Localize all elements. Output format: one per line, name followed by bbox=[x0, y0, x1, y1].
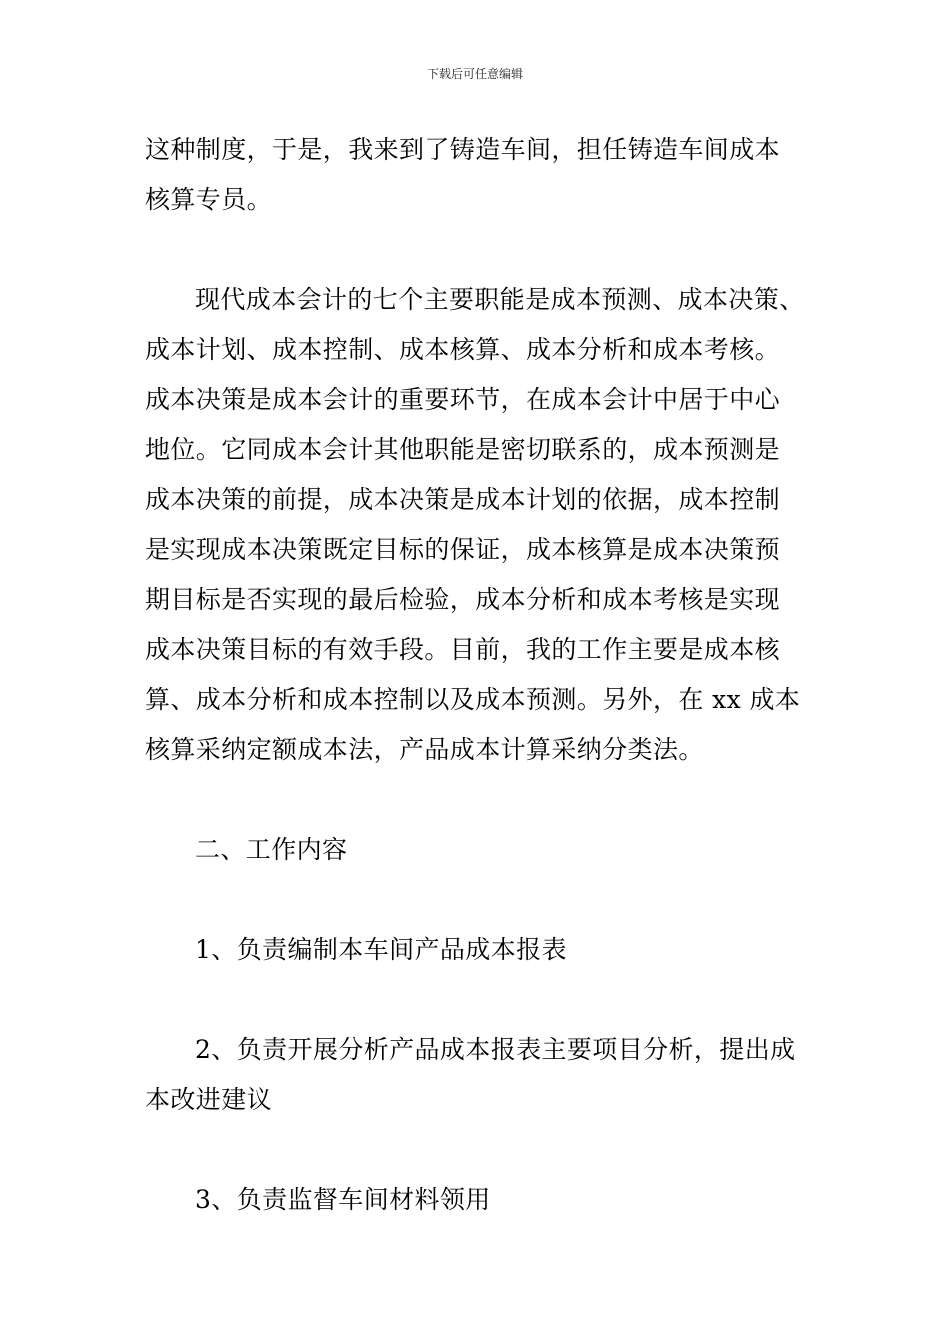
paragraph-gap bbox=[145, 775, 820, 825]
list-item-2: 2、负责开展分析产品成本报表主要项目分析，提出成 本改进建议 bbox=[145, 1035, 796, 1114]
paragraph-gap bbox=[145, 875, 820, 925]
list-item-1: 1、负责编制本车间产品成本报表 bbox=[195, 935, 567, 964]
paragraph-gap bbox=[145, 225, 820, 275]
document-body bbox=[145, 125, 820, 1225]
list-item-3: 3、负责监督车间材料领用 bbox=[195, 1185, 491, 1214]
section-heading-work-content: 二、工作内容 bbox=[195, 835, 348, 864]
paragraph-continuation: 这种制度，于是，我来到了铸造车间，担任铸造车间成本 核算专员。 bbox=[145, 135, 781, 214]
paragraph-gap bbox=[145, 1125, 820, 1175]
paragraph-gap bbox=[145, 975, 820, 1025]
page-header-note: 下载后可任意编辑 bbox=[426, 67, 523, 81]
paragraph-cost-accounting-functions: 现代成本会计的七个主要职能是成本预测、成本决策、 成本计划、成本控制、成本核算、成本分析和成本考核。 成本决策是成本会计的重要环节，在成本会计中居于中心 地位。它同成本会计其他职能是密切联系的，成本预测是 成本决策的前提，成本决策是成本计划的依据，成本控制 是实现成本决策既定目标的保证，成本核算是成本决策预 期目标是否实现的最后检验，成本分析和成本考核是实现 成本决策目标的有效手段。目前，我的工作主要是成本核 算、成本分析和成本控制以及成本预测。另外，在 xx 成本 核算采纳定额成本法，产品成本计算采纳分类法。 bbox=[145, 285, 805, 764]
